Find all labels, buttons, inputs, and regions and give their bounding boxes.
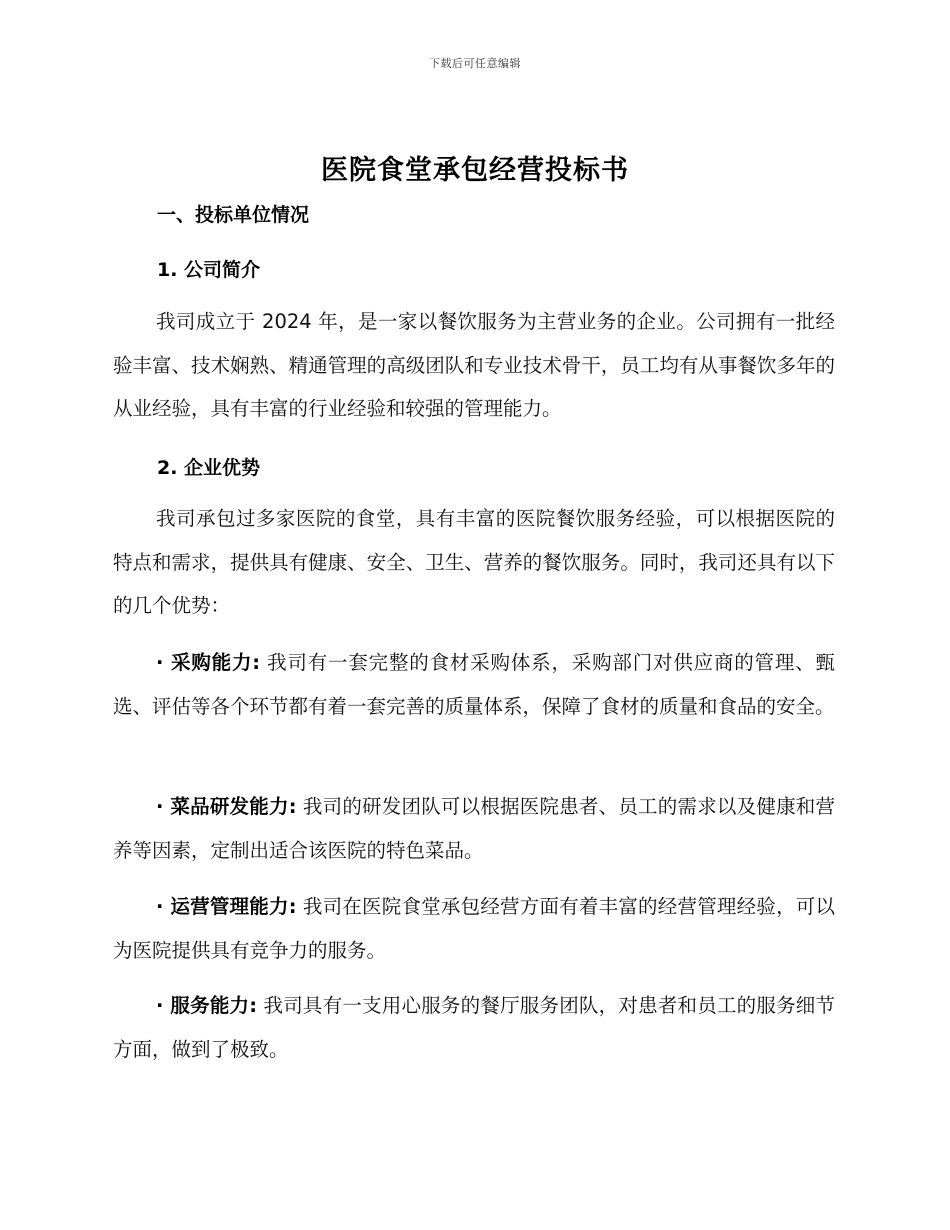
advantage-term: · 服务能力:	[156, 994, 258, 1017]
paragraph-advantages-intro: 我司承包过多家医院的食堂，具有丰富的医院餐饮服务经验，可以根据医院的特点和需求，提供具有健康、安全、卫生、营养的餐饮服务。同时，我司还具有以下的几个优势：	[113, 507, 835, 617]
advantage-text: 我司的研发团队可以根据医院患者、员工的需求以及健康和营养等因素，定制出适合该医院的特色菜品。	[113, 795, 835, 862]
advantage-term: · 菜品研发能力:	[156, 795, 297, 818]
subheading-advantages: 2. 企业优势	[157, 457, 261, 479]
advantage-text: 我司在医院食堂承包经营方面有着丰富的经营管理经验，可以为医院提供具有竞争力的服务。	[113, 895, 835, 962]
advantage-text: 我司有一套完整的食材采购体系，采购部门对供应商的管理、甄选、评估等各个环节都有着一套完善的质量体系，保障了食材的质量和食品的安全。	[113, 651, 835, 718]
paragraph-company-profile: 我司成立于 2024 年，是一家以餐饮服务为主营业务的企业。公司拥有一批经验丰富、技术娴熟、精通管理的高级团队和专业技术骨干，员工均有从事餐饮多年的从业经验，具有丰富的行业经验和较强的管理能力。	[113, 310, 835, 420]
document-title: 医院食堂承包经营投标书	[321, 155, 629, 186]
subheading-company-profile: 1. 公司简介	[157, 259, 261, 281]
advantage-term: · 运营管理能力:	[156, 895, 297, 918]
advantage-term: · 采购能力:	[156, 651, 261, 674]
advantage-item-operations	[113, 885, 835, 972]
header-note: 下载后可任意编辑	[429, 57, 521, 70]
advantage-item-menu-rnd	[113, 785, 835, 872]
section-heading-bidder-info: 一、投标单位情况	[157, 204, 310, 226]
advantage-item-service	[113, 984, 835, 1071]
advantage-text: 我司具有一支用心服务的餐厅服务团队，对患者和员工的服务细节方面，做到了极致。	[113, 994, 836, 1061]
advantage-item-procurement	[113, 641, 835, 728]
